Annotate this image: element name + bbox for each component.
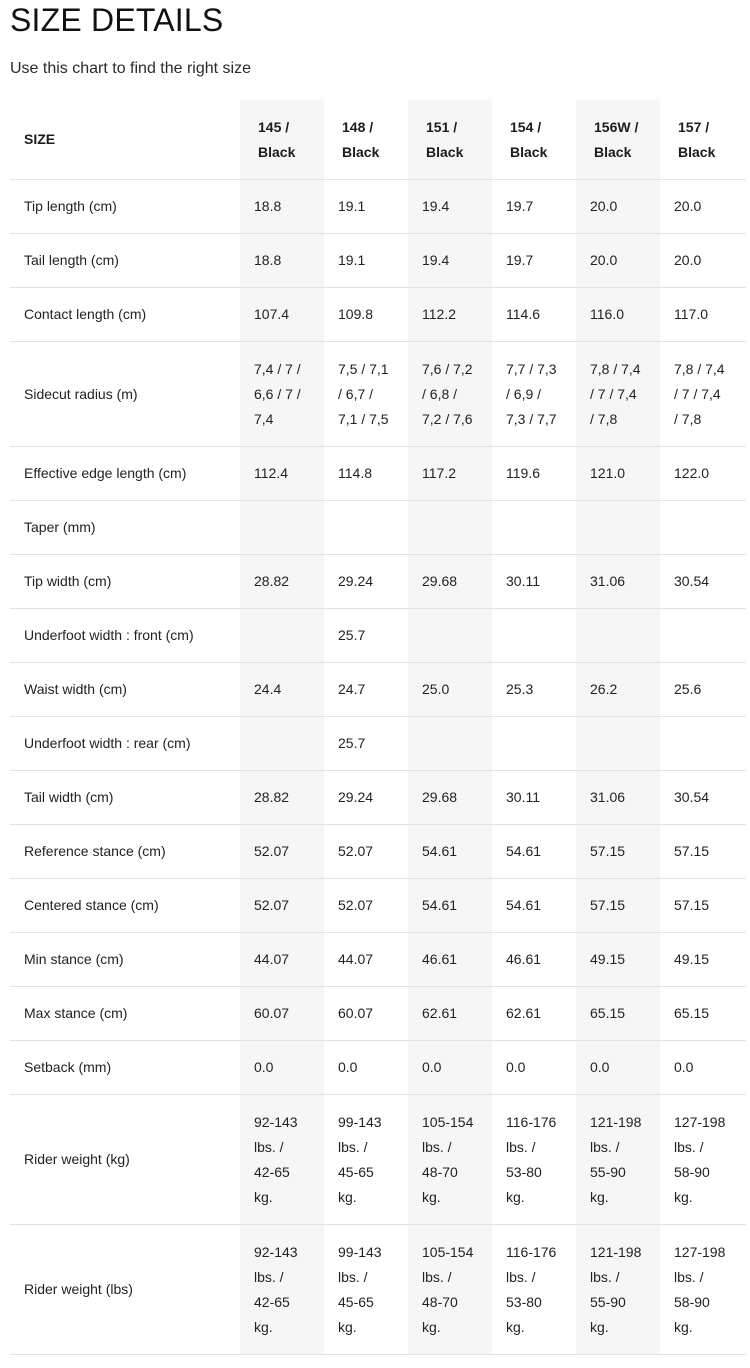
- table-cell: [408, 501, 492, 555]
- table-cell: [660, 501, 746, 555]
- row-label: Setback (mm): [10, 1041, 240, 1095]
- cell-value: 30.11: [506, 573, 540, 589]
- cell-value: 49.15: [590, 951, 626, 967]
- table-cell: [576, 501, 660, 555]
- table-cell: [576, 447, 660, 501]
- cell-value: 107.4: [254, 306, 290, 322]
- table-body: [10, 180, 746, 1355]
- size-column-header: 145 / Black: [240, 100, 324, 180]
- row-label: Tip length (cm): [10, 180, 240, 234]
- cell-value: 19.1: [338, 252, 366, 268]
- table-cell: [408, 555, 492, 609]
- cell-value: 44.07: [254, 951, 290, 967]
- cell-value: 105-154 lbs. / 48-70 kg.: [422, 1243, 474, 1335]
- row-label: Waist width (cm): [10, 663, 240, 717]
- cell-value: 121-198 lbs. / 55-90 kg.: [590, 1243, 642, 1335]
- row-label: Contact length (cm): [10, 288, 240, 342]
- cell-value: 119.6: [506, 465, 540, 481]
- cell-value: 25.7: [338, 627, 366, 643]
- table-cell: [576, 663, 660, 717]
- cell-value: 116.0: [590, 306, 624, 322]
- cell-value: 57.15: [674, 897, 710, 913]
- table-cell: [408, 1041, 492, 1095]
- cell-value: 117.2: [422, 465, 456, 481]
- cell-value: 29.24: [338, 789, 374, 805]
- table-cell: [576, 933, 660, 987]
- cell-value: 19.4: [422, 198, 450, 214]
- row-label: Max stance (cm): [10, 987, 240, 1041]
- cell-value: 19.1: [338, 198, 366, 214]
- table-cell: [240, 663, 324, 717]
- cell-value: 99-143 lbs. / 45-65 kg.: [338, 1243, 382, 1335]
- size-column-header: 154 / Black: [492, 100, 576, 180]
- row-label: Rider weight (lbs): [10, 1225, 240, 1355]
- table-row: [10, 288, 746, 342]
- cell-value: 29.68: [422, 789, 458, 805]
- table-row: [10, 717, 746, 771]
- cell-value: 92-143 lbs. / 42-65 kg.: [254, 1113, 298, 1205]
- cell-value: 18.8: [254, 198, 282, 214]
- cell-value: 54.61: [506, 897, 542, 913]
- cell-value: 105-154 lbs. / 48-70 kg.: [422, 1113, 474, 1205]
- table-cell: [408, 1095, 492, 1225]
- table-cell: [240, 879, 324, 933]
- table-cell: [576, 1225, 660, 1355]
- cell-value: 114.6: [506, 306, 540, 322]
- cell-value: 127-198 lbs. / 58-90 kg.: [674, 1243, 726, 1335]
- cell-value: 20.0: [674, 198, 702, 214]
- table-cell: [576, 342, 660, 447]
- row-label: Rider weight (kg): [10, 1095, 240, 1225]
- table-cell: [576, 288, 660, 342]
- table-cell: [240, 1095, 324, 1225]
- cell-value: 25.6: [674, 681, 702, 697]
- page-subtitle: Use this chart to find the right size: [10, 60, 251, 77]
- table-cell: [324, 1225, 408, 1355]
- table-cell: [492, 180, 576, 234]
- table-cell: [324, 234, 408, 288]
- table-cell: [324, 663, 408, 717]
- table-cell: [240, 234, 324, 288]
- cell-value: 49.15: [674, 951, 710, 967]
- table-cell: [240, 342, 324, 447]
- cell-value: 62.61: [422, 1005, 458, 1021]
- table-cell: [240, 933, 324, 987]
- cell-value: 24.4: [254, 681, 282, 697]
- table-cell: [408, 663, 492, 717]
- cell-value: 44.07: [338, 951, 374, 967]
- table-cell: [408, 987, 492, 1041]
- cell-value: 30.11: [506, 789, 540, 805]
- table-cell: [492, 609, 576, 663]
- cell-value: 0.0: [422, 1059, 442, 1075]
- table-cell: [324, 933, 408, 987]
- cell-value: 52.07: [338, 897, 374, 913]
- cell-value: 30.54: [674, 789, 710, 805]
- size-column-header: 156W / Black: [576, 100, 660, 180]
- table-cell: [324, 342, 408, 447]
- cell-value: 7,8 / 7,4 / 7 / 7,4 / 7,8: [590, 360, 641, 427]
- table-row: [10, 1095, 746, 1225]
- table-row: [10, 447, 746, 501]
- table-row: [10, 771, 746, 825]
- table-cell: [324, 717, 408, 771]
- cell-value: 46.61: [506, 951, 542, 967]
- table-cell: [660, 447, 746, 501]
- cell-value: 20.0: [590, 252, 618, 268]
- table-cell: [324, 447, 408, 501]
- cell-value: 121.0: [590, 465, 626, 481]
- cell-value: 0.0: [590, 1059, 610, 1075]
- table-cell: [240, 180, 324, 234]
- table-cell: [576, 555, 660, 609]
- table-cell: [408, 1225, 492, 1355]
- table-cell: [576, 234, 660, 288]
- row-label: Effective edge length (cm): [10, 447, 240, 501]
- cell-value: 57.15: [590, 843, 626, 859]
- table-cell: [324, 180, 408, 234]
- cell-value: 65.15: [590, 1005, 626, 1021]
- table-cell: [324, 555, 408, 609]
- table-cell: [324, 1095, 408, 1225]
- cell-value: 117.0: [674, 306, 708, 322]
- cell-value: 116-176 lbs. / 53-80 kg.: [506, 1113, 557, 1205]
- table-cell: [576, 609, 660, 663]
- table-cell: [492, 555, 576, 609]
- size-column-header: 148 / Black: [324, 100, 408, 180]
- table-cell: [660, 288, 746, 342]
- row-label: Tail length (cm): [10, 234, 240, 288]
- table-cell: [492, 987, 576, 1041]
- cell-value: 127-198 lbs. / 58-90 kg.: [674, 1113, 726, 1205]
- row-label: Underfoot width : rear (cm): [10, 717, 240, 771]
- row-label: Tip width (cm): [10, 555, 240, 609]
- cell-value: 25.7: [338, 735, 366, 751]
- row-label: Min stance (cm): [10, 933, 240, 987]
- table-row: [10, 180, 746, 234]
- cell-value: 112.4: [254, 465, 288, 481]
- cell-value: 25.3: [506, 681, 534, 697]
- table-cell: [660, 825, 746, 879]
- cell-value: 54.61: [506, 843, 542, 859]
- table-cell: [492, 825, 576, 879]
- cell-value: 19.7: [506, 198, 534, 214]
- table-cell: [492, 771, 576, 825]
- cell-value: 7,7 / 7,3 / 6,9 / 7,3 / 7,7: [506, 360, 557, 427]
- table-cell: [240, 288, 324, 342]
- table-cell: [660, 1041, 746, 1095]
- table-cell: [492, 1041, 576, 1095]
- table-cell: [240, 555, 324, 609]
- table-cell: [408, 879, 492, 933]
- cell-value: 30.54: [674, 573, 710, 589]
- table-cell: [576, 825, 660, 879]
- table-cell: [240, 1041, 324, 1095]
- row-label: Sidecut radius (m): [10, 342, 240, 447]
- cell-value: 122.0: [674, 465, 710, 481]
- cell-value: 52.07: [254, 897, 290, 913]
- table-cell: [324, 501, 408, 555]
- table-cell: [660, 771, 746, 825]
- cell-value: 57.15: [590, 897, 626, 913]
- cell-value: 112.2: [422, 306, 456, 322]
- table-cell: [660, 1225, 746, 1355]
- table-cell: [240, 717, 324, 771]
- table-cell: [576, 1095, 660, 1225]
- cell-value: 54.61: [422, 897, 458, 913]
- table-row: [10, 501, 746, 555]
- table-cell: [492, 1095, 576, 1225]
- table-cell: [660, 180, 746, 234]
- table-cell: [576, 180, 660, 234]
- table-row: [10, 555, 746, 609]
- cell-value: 19.7: [506, 252, 534, 268]
- table-cell: [324, 771, 408, 825]
- table-row: [10, 234, 746, 288]
- row-label: Tail width (cm): [10, 771, 240, 825]
- table-cell: [660, 663, 746, 717]
- table-cell: [408, 717, 492, 771]
- table-cell: [408, 933, 492, 987]
- cell-value: 19.4: [422, 252, 450, 268]
- cell-value: 57.15: [674, 843, 710, 859]
- cell-value: 18.8: [254, 252, 282, 268]
- row-label: Centered stance (cm): [10, 879, 240, 933]
- table-cell: [240, 501, 324, 555]
- table-cell: [660, 933, 746, 987]
- cell-value: 20.0: [674, 252, 702, 268]
- cell-value: 7,6 / 7,2 / 6,8 / 7,2 / 7,6: [422, 360, 473, 427]
- table-cell: [492, 933, 576, 987]
- table-cell: [324, 288, 408, 342]
- table-row: [10, 663, 746, 717]
- table-cell: [660, 987, 746, 1041]
- cell-value: 29.24: [338, 573, 374, 589]
- table-cell: [324, 879, 408, 933]
- table-cell: [660, 234, 746, 288]
- cell-value: 0.0: [338, 1059, 358, 1075]
- table-cell: [408, 825, 492, 879]
- row-label: Taper (mm): [10, 501, 240, 555]
- cell-value: 0.0: [674, 1059, 694, 1075]
- cell-value: 31.06: [590, 573, 626, 589]
- table-cell: [660, 342, 746, 447]
- cell-value: 116-176 lbs. / 53-80 kg.: [506, 1243, 557, 1335]
- table-row: [10, 1041, 746, 1095]
- cell-value: 60.07: [338, 1005, 374, 1021]
- table-cell: [492, 879, 576, 933]
- table-row: [10, 879, 746, 933]
- table-cell: [408, 447, 492, 501]
- table-cell: [576, 771, 660, 825]
- table-header-row: [10, 100, 746, 180]
- table-cell: [408, 288, 492, 342]
- table-row: [10, 1225, 746, 1355]
- cell-value: 114.8: [338, 465, 372, 481]
- table-cell: [660, 717, 746, 771]
- size-column-header: 151 / Black: [408, 100, 492, 180]
- table-cell: [324, 1041, 408, 1095]
- table-cell: [240, 1225, 324, 1355]
- table-cell: [408, 342, 492, 447]
- cell-value: 92-143 lbs. / 42-65 kg.: [254, 1243, 298, 1335]
- table-cell: [408, 771, 492, 825]
- table-cell: [492, 342, 576, 447]
- table-row: [10, 609, 746, 663]
- table-cell: [240, 771, 324, 825]
- cell-value: 109.8: [338, 306, 374, 322]
- cell-value: 24.7: [338, 681, 366, 697]
- table-cell: [324, 987, 408, 1041]
- table-cell: [660, 1095, 746, 1225]
- size-corner-header: SIZE: [10, 100, 240, 180]
- table-cell: [576, 1041, 660, 1095]
- table-cell: [492, 234, 576, 288]
- table-cell: [324, 609, 408, 663]
- table-row: [10, 825, 746, 879]
- table-cell: [576, 879, 660, 933]
- table-cell: [576, 717, 660, 771]
- cell-value: 52.07: [254, 843, 290, 859]
- cell-value: 25.0: [422, 681, 450, 697]
- cell-value: 62.61: [506, 1005, 542, 1021]
- table-row: [10, 342, 746, 447]
- cell-value: 28.82: [254, 573, 290, 589]
- row-label: Underfoot width : front (cm): [10, 609, 240, 663]
- table-cell: [492, 1225, 576, 1355]
- cell-value: 54.61: [422, 843, 458, 859]
- cell-value: 28.82: [254, 789, 290, 805]
- table-cell: [408, 234, 492, 288]
- table-cell: [408, 609, 492, 663]
- cell-value: 46.61: [422, 951, 458, 967]
- row-label: Reference stance (cm): [10, 825, 240, 879]
- size-chart-table: [10, 100, 746, 1355]
- cell-value: 7,5 / 7,1 / 6,7 / 7,1 / 7,5: [338, 360, 389, 427]
- table-cell: [660, 555, 746, 609]
- cell-value: 7,8 / 7,4 / 7 / 7,4 / 7,8: [674, 360, 725, 427]
- cell-value: 52.07: [338, 843, 374, 859]
- table-cell: [492, 501, 576, 555]
- cell-value: 20.0: [590, 198, 618, 214]
- cell-value: 31.06: [590, 789, 626, 805]
- table-cell: [576, 987, 660, 1041]
- table-row: [10, 987, 746, 1041]
- table-cell: [240, 447, 324, 501]
- cell-value: 0.0: [506, 1059, 526, 1075]
- page-title: SIZE DETAILS: [10, 2, 224, 38]
- size-column-header: 157 / Black: [660, 100, 746, 180]
- cell-value: 7,4 / 7 / 6,6 / 7 / 7,4: [254, 360, 301, 427]
- table-cell: [240, 609, 324, 663]
- table-cell: [492, 663, 576, 717]
- cell-value: 29.68: [422, 573, 458, 589]
- table-cell: [240, 825, 324, 879]
- table-cell: [324, 825, 408, 879]
- table-row: [10, 933, 746, 987]
- table-cell: [492, 717, 576, 771]
- cell-value: 121-198 lbs. / 55-90 kg.: [590, 1113, 642, 1205]
- table-cell: [492, 447, 576, 501]
- cell-value: 65.15: [674, 1005, 710, 1021]
- table-cell: [492, 288, 576, 342]
- cell-value: 60.07: [254, 1005, 290, 1021]
- table-cell: [660, 609, 746, 663]
- cell-value: 0.0: [254, 1059, 274, 1075]
- cell-value: 99-143 lbs. / 45-65 kg.: [338, 1113, 382, 1205]
- table-cell: [240, 987, 324, 1041]
- table-cell: [408, 180, 492, 234]
- cell-value: 26.2: [590, 681, 618, 697]
- table-cell: [660, 879, 746, 933]
